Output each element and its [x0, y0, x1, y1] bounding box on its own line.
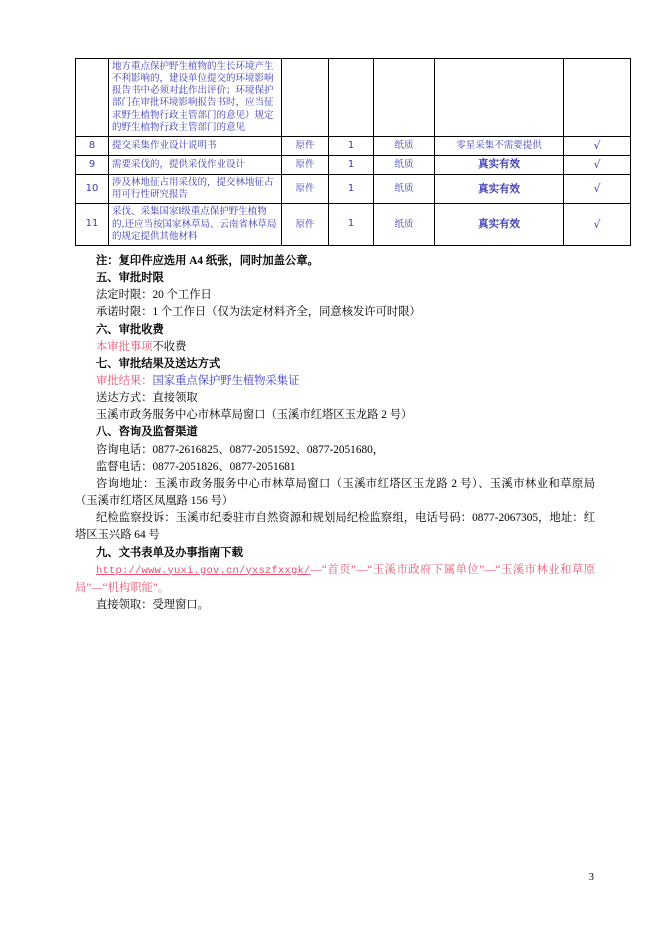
section-5-promised-limit: 承诺时限：1 个工作日（仅为法定材料齐全，同意核发许可时限）: [96, 306, 421, 319]
cell-form: 原件: [282, 156, 329, 175]
section-6-fee-line: [75, 339, 595, 356]
cell-form: [282, 59, 329, 137]
cell-name: 采伐、采集国家Ⅰ级重点保护野生植物的,还应当按国家林草局、云南省林草局的规定提供其他材料: [109, 204, 282, 245]
fee-value: 不收费: [152, 340, 187, 353]
section-7-address: 玉溪市政务服务中心市林草局窗口（玉溪市红塔区玉龙路 2 号）: [96, 409, 413, 422]
table-row: [76, 175, 631, 204]
cell-check: √: [564, 136, 631, 155]
section-8-consult-phone: 咨询电话：0877-2616825、0877-2051592、0877-2051680，: [96, 443, 385, 456]
cell-index: 9: [76, 156, 109, 175]
section-8-consult-address: 咨询地址：玉溪市政务服务中心市林草局窗口（玉溪市红塔区玉龙路 2 号）、玉溪市林业和草原局（玉溪市红塔区凤凰路 156 号）: [75, 477, 595, 508]
section-5-statutory-limit: 法定时限：20 个工作日: [96, 289, 212, 302]
cell-qty: 1: [329, 156, 374, 175]
cell-qty: 1: [329, 204, 374, 245]
section-9-download-line: [75, 562, 595, 597]
cell-form: 原件: [282, 175, 329, 204]
cell-index: 8: [76, 136, 109, 155]
section-7-result-line: [75, 373, 595, 390]
cell-media: [374, 59, 435, 137]
section-7-heading: 七、审批结果及送达方式: [96, 357, 221, 370]
body-text: [75, 253, 595, 614]
section-8-supervise-phone: 监督电话：0877-2051826、0877-2051681: [96, 460, 296, 473]
page-content: [75, 58, 601, 614]
cell-qty: [329, 59, 374, 137]
table-row: [76, 156, 631, 175]
cell-form: 原件: [282, 204, 329, 245]
section-9-pickup: 直接领取：受理窗口。: [96, 598, 209, 611]
table-row: [76, 136, 631, 155]
materials-table: [75, 58, 631, 246]
cell-name: 地方重点保护野生植物的生长环境产生不利影响的，建设单位提交的环境影响报告书中必须对此作出评价；环境保护部门在审批环境影响报告书时，应当征求野生植物行政主管部门的意见）规定的野生植物行政主管部门的意见: [109, 59, 282, 137]
cell-note: 真实有效: [435, 156, 564, 175]
cell-index: 11: [76, 204, 109, 245]
cell-check: √: [564, 175, 631, 204]
table-row: [76, 204, 631, 245]
section-8-complaint: 纪检监察投诉：玉溪市纪委驻市自然资源和规划局纪检监察组，电话号码：0877-2067305，地址：红塔区玉兴路 64 号: [75, 512, 595, 542]
cell-media: 纸质: [374, 175, 435, 204]
fee-subject: 本审批事项: [96, 340, 153, 353]
cell-check: [564, 59, 631, 137]
cell-name: 需要采伐的，提供采伐作业设计: [109, 156, 282, 175]
result-label: 审批结果：: [96, 374, 153, 387]
section-9-heading: 九、文书表单及办事指南下载: [96, 546, 243, 559]
cell-note: 真实有效: [435, 175, 564, 204]
cell-media: 纸质: [374, 136, 435, 155]
download-url-link[interactable]: http://www.yuxi.gov.cn/yxszfxxgk/: [96, 564, 311, 577]
section-8-heading: 八、咨询及监督渠道: [96, 426, 198, 439]
result-value: 国家重点保护野生植物采集证: [152, 374, 300, 387]
cell-note: 零星采集不需要提供: [435, 136, 564, 155]
table-row: [76, 59, 631, 137]
cell-index: [76, 59, 109, 137]
cell-form: 原件: [282, 136, 329, 155]
cell-note: 真实有效: [435, 204, 564, 245]
download-nav-path: —“首页”—“玉溪市政府下属单位”—“玉溪市林业和草原局”—“机构职能”。: [75, 563, 595, 594]
cell-media: 纸质: [374, 156, 435, 175]
page-number: 3: [588, 872, 594, 883]
cell-qty: 1: [329, 136, 374, 155]
note-line: 注：复印件应选用 A4 纸张，同时加盖公章。: [96, 254, 319, 267]
cell-check: √: [564, 204, 631, 245]
cell-index: 10: [76, 175, 109, 204]
section-6-heading: 六、审批收费: [96, 323, 164, 336]
cell-check: √: [564, 156, 631, 175]
section-7-delivery: 送达方式：直接领取: [96, 392, 198, 405]
cell-qty: 1: [329, 175, 374, 204]
cell-media: 纸质: [374, 204, 435, 245]
cell-name: 涉及林地征占用采伐的，提交林地征占用可行性研究报告: [109, 175, 282, 204]
cell-note: [435, 59, 564, 137]
section-5-heading: 五、审批时限: [96, 272, 164, 285]
cell-name: 提交采集作业设计说明书: [109, 136, 282, 155]
